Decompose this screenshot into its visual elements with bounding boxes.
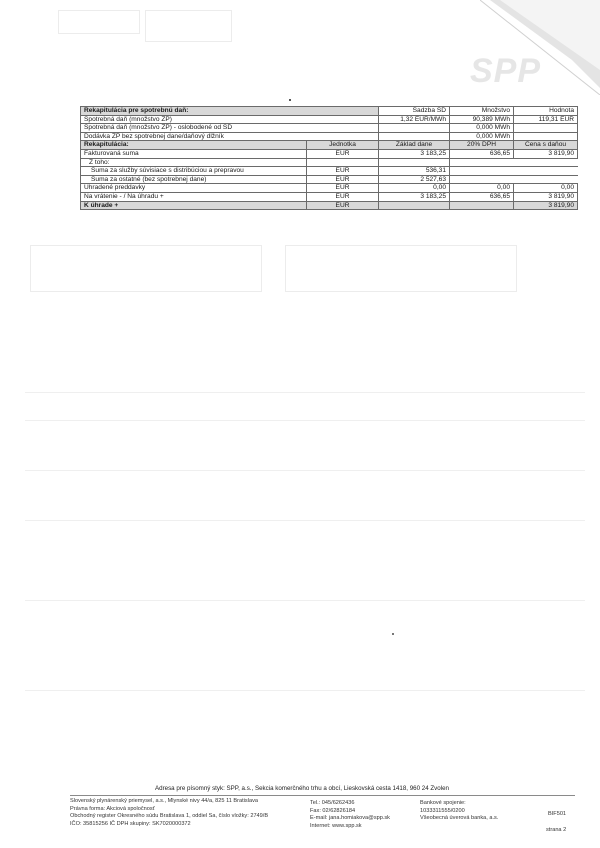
table-row (81, 167, 578, 176)
table-row (81, 149, 578, 158)
invoiced-vat: 636,65 (450, 149, 514, 158)
recap-table (80, 106, 578, 210)
advances-label: Uhradené preddavky (81, 184, 307, 193)
table-row (81, 192, 578, 201)
footer-bank-account: 1033311555/0200 (420, 807, 465, 814)
footer-page-number: strana 2 (546, 827, 567, 833)
row-qty: 0,000 MWh (450, 132, 514, 141)
footer-register: Obchodný register Okresného súdu Bratislava 1, oddiel Sa, číslo vložky: 2749/B (70, 813, 269, 820)
refund-label: Na vrátenie - / Na úhradu + (81, 192, 307, 201)
scan-artifact (30, 245, 262, 292)
col-base-header: Základ dane (379, 141, 450, 150)
scan-artifact (25, 420, 585, 421)
table-row (81, 132, 578, 141)
footer-company-block (70, 798, 268, 828)
footer-tel: Tel.: 045/6262436 (310, 800, 355, 806)
advances-base: 0,00 (379, 184, 450, 193)
row-rate: 1,32 EUR/MWh (379, 115, 450, 124)
row-rate (379, 124, 450, 133)
footer-ico: IČO: 35815256 IČ DPH skupiny: SK7020000372 (70, 820, 191, 827)
table-row (81, 158, 578, 167)
invoiced-label: Fakturovaná suma (81, 149, 307, 158)
scan-artifact (25, 470, 585, 471)
table-row (81, 107, 578, 116)
refund-total: 3 819,90 (514, 192, 578, 201)
footer-fax: Fax: 02/62826184 (310, 807, 356, 814)
other-unit: EUR (307, 175, 379, 184)
refund-vat: 636,65 (450, 192, 514, 201)
tax-recap-title: Rekapitulácia pre spotrebnú daň: (81, 107, 379, 116)
other-label: Suma za ostatné (bez spotrebnej dane) (81, 175, 307, 184)
footer-bank-name: Všeobecná úverová banka, a.s. (420, 815, 499, 822)
other-base: 2 527,63 (379, 175, 450, 184)
scan-artifact (25, 520, 585, 521)
col-total-header: Cena s daňou (514, 141, 578, 150)
table-row (81, 141, 578, 150)
row-label: Spotrebná daň (množstvo ZP) - oslobodené od SD (81, 124, 379, 133)
footer-contact-block (310, 800, 390, 830)
of-which-label: Z toho: (81, 158, 307, 167)
footer-legal-form: Právna forma: Akciová spoločnosť (70, 805, 155, 812)
advances-total: 0,00 (514, 184, 578, 193)
scan-artifact (25, 600, 585, 601)
table-row (81, 115, 578, 124)
scan-artifact (145, 10, 232, 42)
col-rate-header: Sadzba SD (379, 107, 450, 116)
distribution-base: 536,31 (379, 167, 450, 176)
scan-speck (392, 633, 394, 635)
company-logo: SPP (470, 52, 542, 90)
footer-email: E-mail: jana.homiakova@spp.sk (310, 815, 390, 822)
page-curl (480, 0, 600, 95)
invoiced-base: 3 183,25 (379, 149, 450, 158)
recap-title: Rekapitulácia: (81, 141, 307, 150)
scan-speck (289, 99, 291, 101)
advances-vat: 0,00 (450, 184, 514, 193)
footer-address: Adresa pre písomný styk: SPP, a.s., Sekcia komerčného trhu a obcí, Lieskovská cesta 1418, 960 24 Zvolen (155, 785, 449, 792)
invoiced-total: 3 819,90 (514, 149, 578, 158)
refund-unit: EUR (307, 192, 379, 201)
advances-unit: EUR (307, 184, 379, 193)
row-value (514, 132, 578, 141)
footer-bank-block (420, 800, 498, 823)
footer-web: Internet: www.spp.sk (310, 822, 362, 829)
to-pay-unit: EUR (307, 201, 379, 210)
invoiced-unit: EUR (307, 149, 379, 158)
scan-artifact (285, 245, 517, 292)
distribution-unit: EUR (307, 167, 379, 176)
table-row (81, 201, 578, 210)
row-value (514, 124, 578, 133)
row-value: 119,31 EUR (514, 115, 578, 124)
scan-artifact (25, 690, 585, 691)
col-value-header: Hodnota (514, 107, 578, 116)
distribution-label: Suma za služby súvisiace s distribúciou a prepravou (81, 167, 307, 176)
row-label: Spotrebná daň (množstvo ZP) (81, 115, 379, 124)
col-qty-header: Množstvo (450, 107, 514, 116)
footer-bank-title: Bankové spojenie: (420, 800, 466, 806)
footer-code: BIF501 (548, 811, 567, 817)
row-rate (379, 132, 450, 141)
footer-divider (70, 795, 575, 796)
table-row (81, 124, 578, 133)
row-qty: 90,389 MWh (450, 115, 514, 124)
col-unit-header: Jednotka (307, 141, 379, 150)
scan-artifact (58, 10, 140, 34)
scan-artifact (25, 392, 585, 393)
to-pay-total: 3 819,90 (514, 201, 578, 210)
col-vat-header: 20% DPH (450, 141, 514, 150)
table-row (81, 184, 578, 193)
footer-company: Slovenský plynárenský priemysel, a.s., Mlynské nivy 44/a, 825 11 Bratislava (70, 798, 258, 804)
table-row (81, 175, 578, 184)
refund-base: 3 183,25 (379, 192, 450, 201)
row-label: Dodávka ZP bez spotrebnej dane/daňový dlžník (81, 132, 379, 141)
row-qty: 0,000 MWh (450, 124, 514, 133)
to-pay-label: K úhrade + (81, 201, 307, 210)
